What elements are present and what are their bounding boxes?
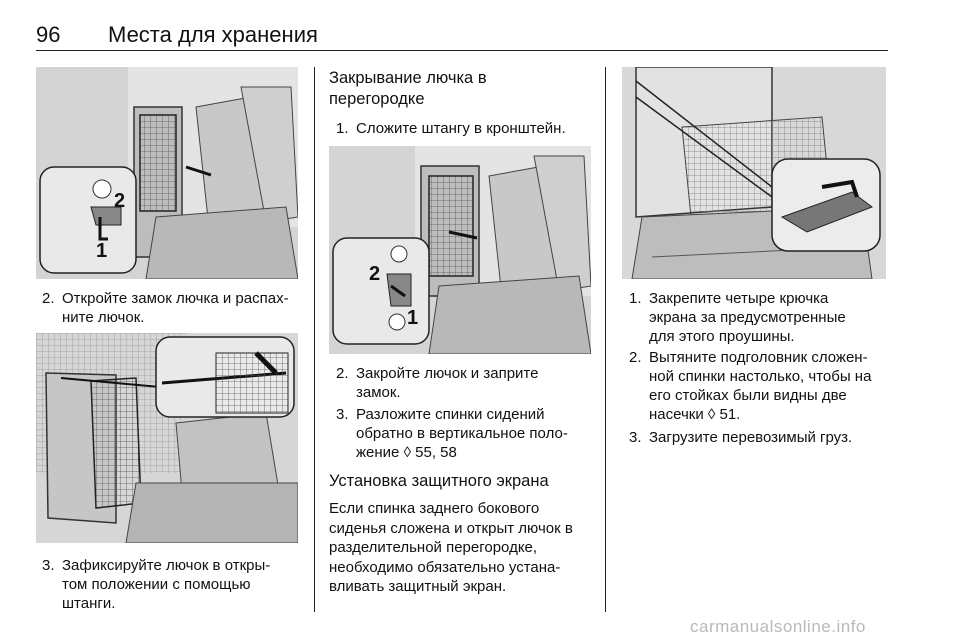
page-reference-icon: ◊ [403, 444, 411, 461]
callout-1: 1 [407, 307, 419, 329]
page-reference-icon: ◊ [707, 406, 716, 423]
illustration-hatch-fixed-with-rod [36, 333, 298, 543]
page-number: 96 [36, 22, 61, 47]
callout-2: 2 [369, 263, 381, 285]
section-heading-closing-hatch: Закрывание лючка в перегородке [329, 69, 487, 108]
illustration-protective-screen-hooks [622, 67, 886, 279]
column-divider-left [314, 67, 315, 612]
section-heading-protective-screen: Установка защитного экрана [329, 472, 549, 490]
page-reference[interactable]: 55, 58 [415, 444, 457, 461]
page-header [36, 22, 888, 52]
column-divider-right [605, 67, 606, 612]
illustration-open-hatch-latch [36, 67, 298, 279]
watermark: carmanualsonline.info [690, 617, 866, 636]
page-title: Места для хранения [108, 22, 318, 47]
page-reference[interactable]: 51. [719, 406, 741, 423]
callout-2: 2 [114, 190, 126, 212]
illustration-close-hatch-latch [329, 146, 591, 354]
callout-1: 1 [96, 240, 108, 262]
protective-screen-paragraph: Если спинка заднего бокового сиденья сложена и открыт лючок в разделительной перегородке, необходимо обязательно устана- вливать защитный экран. [329, 500, 573, 595]
header-divider [36, 50, 888, 51]
